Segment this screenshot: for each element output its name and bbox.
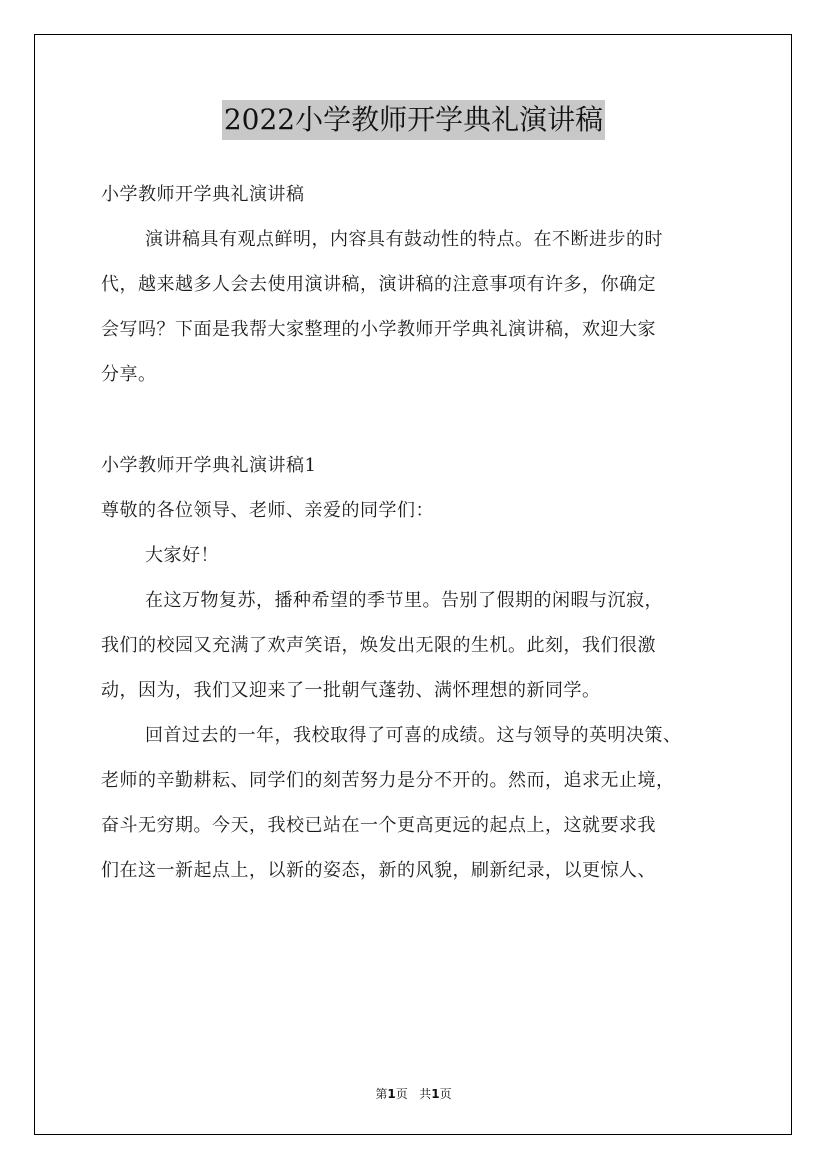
blank-line xyxy=(101,397,741,443)
page-number: 1 xyxy=(387,1087,396,1101)
salutation: 尊敬的各位领导、老师、亲爱的同学们： xyxy=(101,500,434,521)
greeting: 大家好！ xyxy=(145,545,219,566)
intro-line-4: 分享。 xyxy=(101,364,157,385)
document-body xyxy=(101,172,741,893)
total-pages: 1 xyxy=(431,1087,440,1101)
intro-line-3: 会写吗？下面是我帮大家整理的小学教师开学典礼演讲稿，欢迎大家 xyxy=(101,319,656,340)
total-suffix: 页 xyxy=(439,1087,452,1101)
para2-line-3: 奋斗无穷期。今天，我校已站在一个更高更远的起点上，这就要求我 xyxy=(101,815,656,836)
para1-line-3: 动，因为，我们又迎来了一批朝气蓬勃、满怀理想的新同学。 xyxy=(101,680,601,701)
document-title: 2022小学教师开学典礼演讲稿 xyxy=(222,100,605,140)
para2-line-4: 们在这一新起点上，以新的姿态，新的风貌，刷新纪录，以更惊人、 xyxy=(101,860,656,881)
para2-line-1: 回首过去的一年，我校取得了可喜的成绩。这与领导的英明决策、 xyxy=(145,725,682,746)
page-footer xyxy=(0,1085,827,1102)
total-prefix: 共 xyxy=(419,1087,432,1101)
title-area xyxy=(0,100,827,140)
page-prefix: 第 xyxy=(375,1087,388,1101)
section-heading: 小学教师开学典礼演讲稿1 xyxy=(101,455,317,476)
page-suffix: 页 xyxy=(395,1087,408,1101)
intro-line-1: 演讲稿具有观点鲜明，内容具有鼓动性的特点。在不断进步的时 xyxy=(145,229,663,250)
para2-line-2: 老师的辛勤耕耘、同学们的刻苦努力是分不开的。然而，追求无止境， xyxy=(101,770,675,791)
subtitle: 小学教师开学典礼演讲稿 xyxy=(101,184,305,205)
intro-line-2: 代，越来越多人会去使用演讲稿，演讲稿的注意事项有许多，你确定 xyxy=(101,274,656,295)
para1-line-2: 我们的校园又充满了欢声笑语，焕发出无限的生机。此刻，我们很激 xyxy=(101,635,656,656)
para1-line-1: 在这万物复苏，播种希望的季节里。告别了假期的闲暇与沉寂， xyxy=(145,590,663,611)
